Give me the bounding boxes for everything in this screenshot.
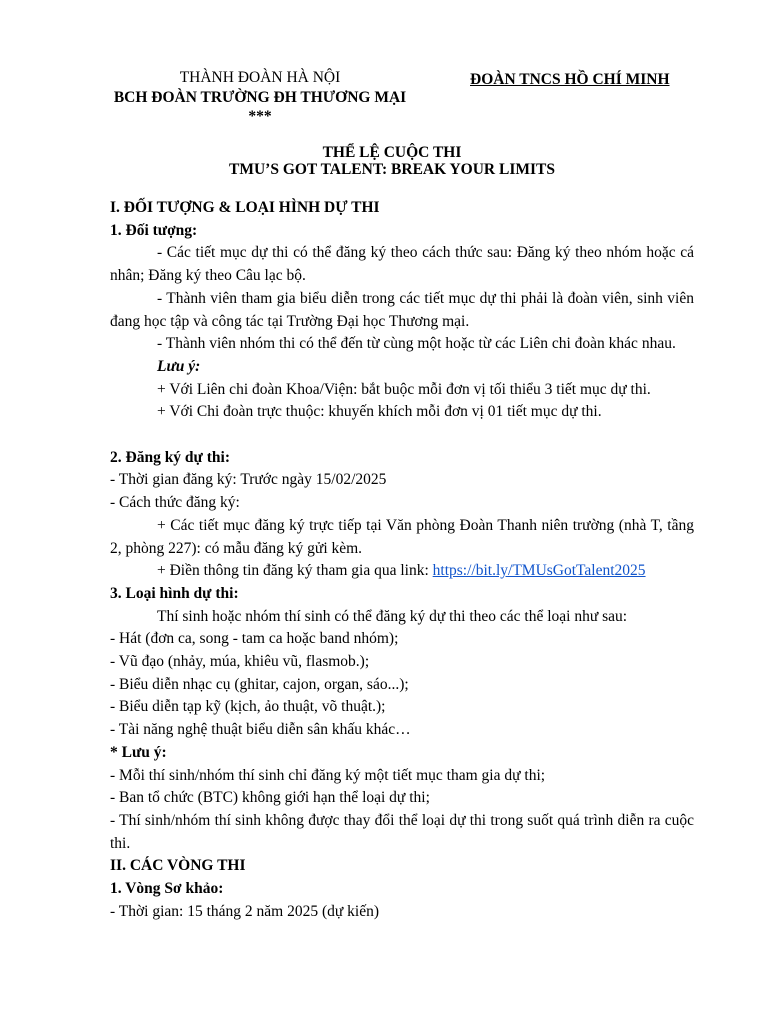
note-heading: * Lưu ý: [110,743,167,761]
section-1-3-heading: 3. Loại hình dự thi: [110,584,239,602]
header-left-stars: *** [248,108,272,125]
note-label: Lưu ý: [157,357,201,375]
paragraph: - Thời gian: 15 tháng 2 năm 2025 (dự kiến) [110,902,380,920]
header-left-org: THÀNH ĐOÀN HÀ NỘI [179,69,341,86]
paragraph-with-link [110,560,694,583]
note-item: + Với Chi đoàn trực thuộc: khuyến khích mỗi đơn vị 01 tiết mục dự thi. [157,403,602,421]
document-body [110,197,694,923]
header-left-unit: BCH ĐOÀN TRƯỜNG ĐH THƯƠNG MẠI [113,89,407,106]
note-item: - Ban tổ chức (BTC) không giới hạn thể loại dự thi; [110,789,430,807]
category-item: - Vũ đạo (nhảy, múa, khiêu vũ, flasmob.); [110,653,370,671]
paragraph: - Thành viên nhóm thi có thể đến từ cùng một hoặc từ các Liên chi đoàn khác nhau. [157,335,676,353]
section-1-heading: I. ĐỐI TƯỢNG & LOẠI HÌNH DỰ THI [110,199,380,216]
document-subtitle: TMU’S GOT TALENT: BREAK YOUR LIMITS [229,161,555,178]
note-item: - Mỗi thí sinh/nhóm thí sinh chỉ đăng ký một tiết mục tham gia dự thi; [110,766,546,784]
paragraph: - Cách thức đăng ký: [110,494,240,512]
paragraph: Thí sinh hoặc nhóm thí sinh có thể đăng ký dự thi theo các thể loại như sau: [157,607,628,625]
category-item: - Biểu diễn tạp kỹ (kịch, ảo thuật, võ thuật.); [110,698,386,716]
document-title: THỂ LỆ CUỘC THI [322,144,462,161]
category-item: - Biểu diễn nhạc cụ (ghitar, cajon, organ, sáo...); [110,675,409,693]
section-2-1-heading: 1. Vòng Sơ khảo: [110,880,224,898]
paragraph: - Thời gian đăng ký: Trước ngày 15/02/2025 [110,471,387,489]
paragraph: - Các tiết mục dự thi có thể đăng ký theo cách thức sau: Đăng ký theo nhóm hoặc cá nhân; Đăng ký theo Câu lạc bộ. [110,244,694,285]
category-item: - Tài năng nghệ thuật biểu diễn sân khấu khác… [110,721,411,739]
category-item: - Hát (đơn ca, song - tam ca hoặc band nhóm); [110,630,399,648]
registration-link[interactable]: https://bit.ly/TMUsGotTalent2025 [432,562,646,580]
section-1-1-heading: 1. Đối tượng: [110,221,198,239]
note-item: + Với Liên chi đoàn Khoa/Viện: bắt buộc mỗi đơn vị tối thiểu 3 tiết mục dự thi. [157,380,651,398]
paragraph: - Thành viên tham gia biểu diễn trong các tiết mục dự thi phải là đoàn viên, sinh viên đang học tập và công tác tại Trường Đại học Thương mại. [110,289,694,330]
section-1-2-heading: 2. Đăng ký dự thi: [110,448,230,466]
paragraph: + Các tiết mục đăng ký trực tiếp tại Văn phòng Đoàn Thanh niên trường (nhà T, tầng 2, phòng 227): có mẫu đăng ký gửi kèm. [110,516,694,557]
section-2-heading: II. CÁC VÒNG THI [110,857,246,875]
note-item: - Thí sinh/nhóm thí sinh không được thay đổi thể loại dự thi trong suốt quá trình diễn ra cuộc thi. [110,811,694,852]
header-right-org: ĐOÀN TNCS HỒ CHÍ MINH [470,71,670,88]
spacer [110,424,694,447]
link-prefix: + Điền thông tin đăng ký tham gia qua link: [157,562,433,580]
